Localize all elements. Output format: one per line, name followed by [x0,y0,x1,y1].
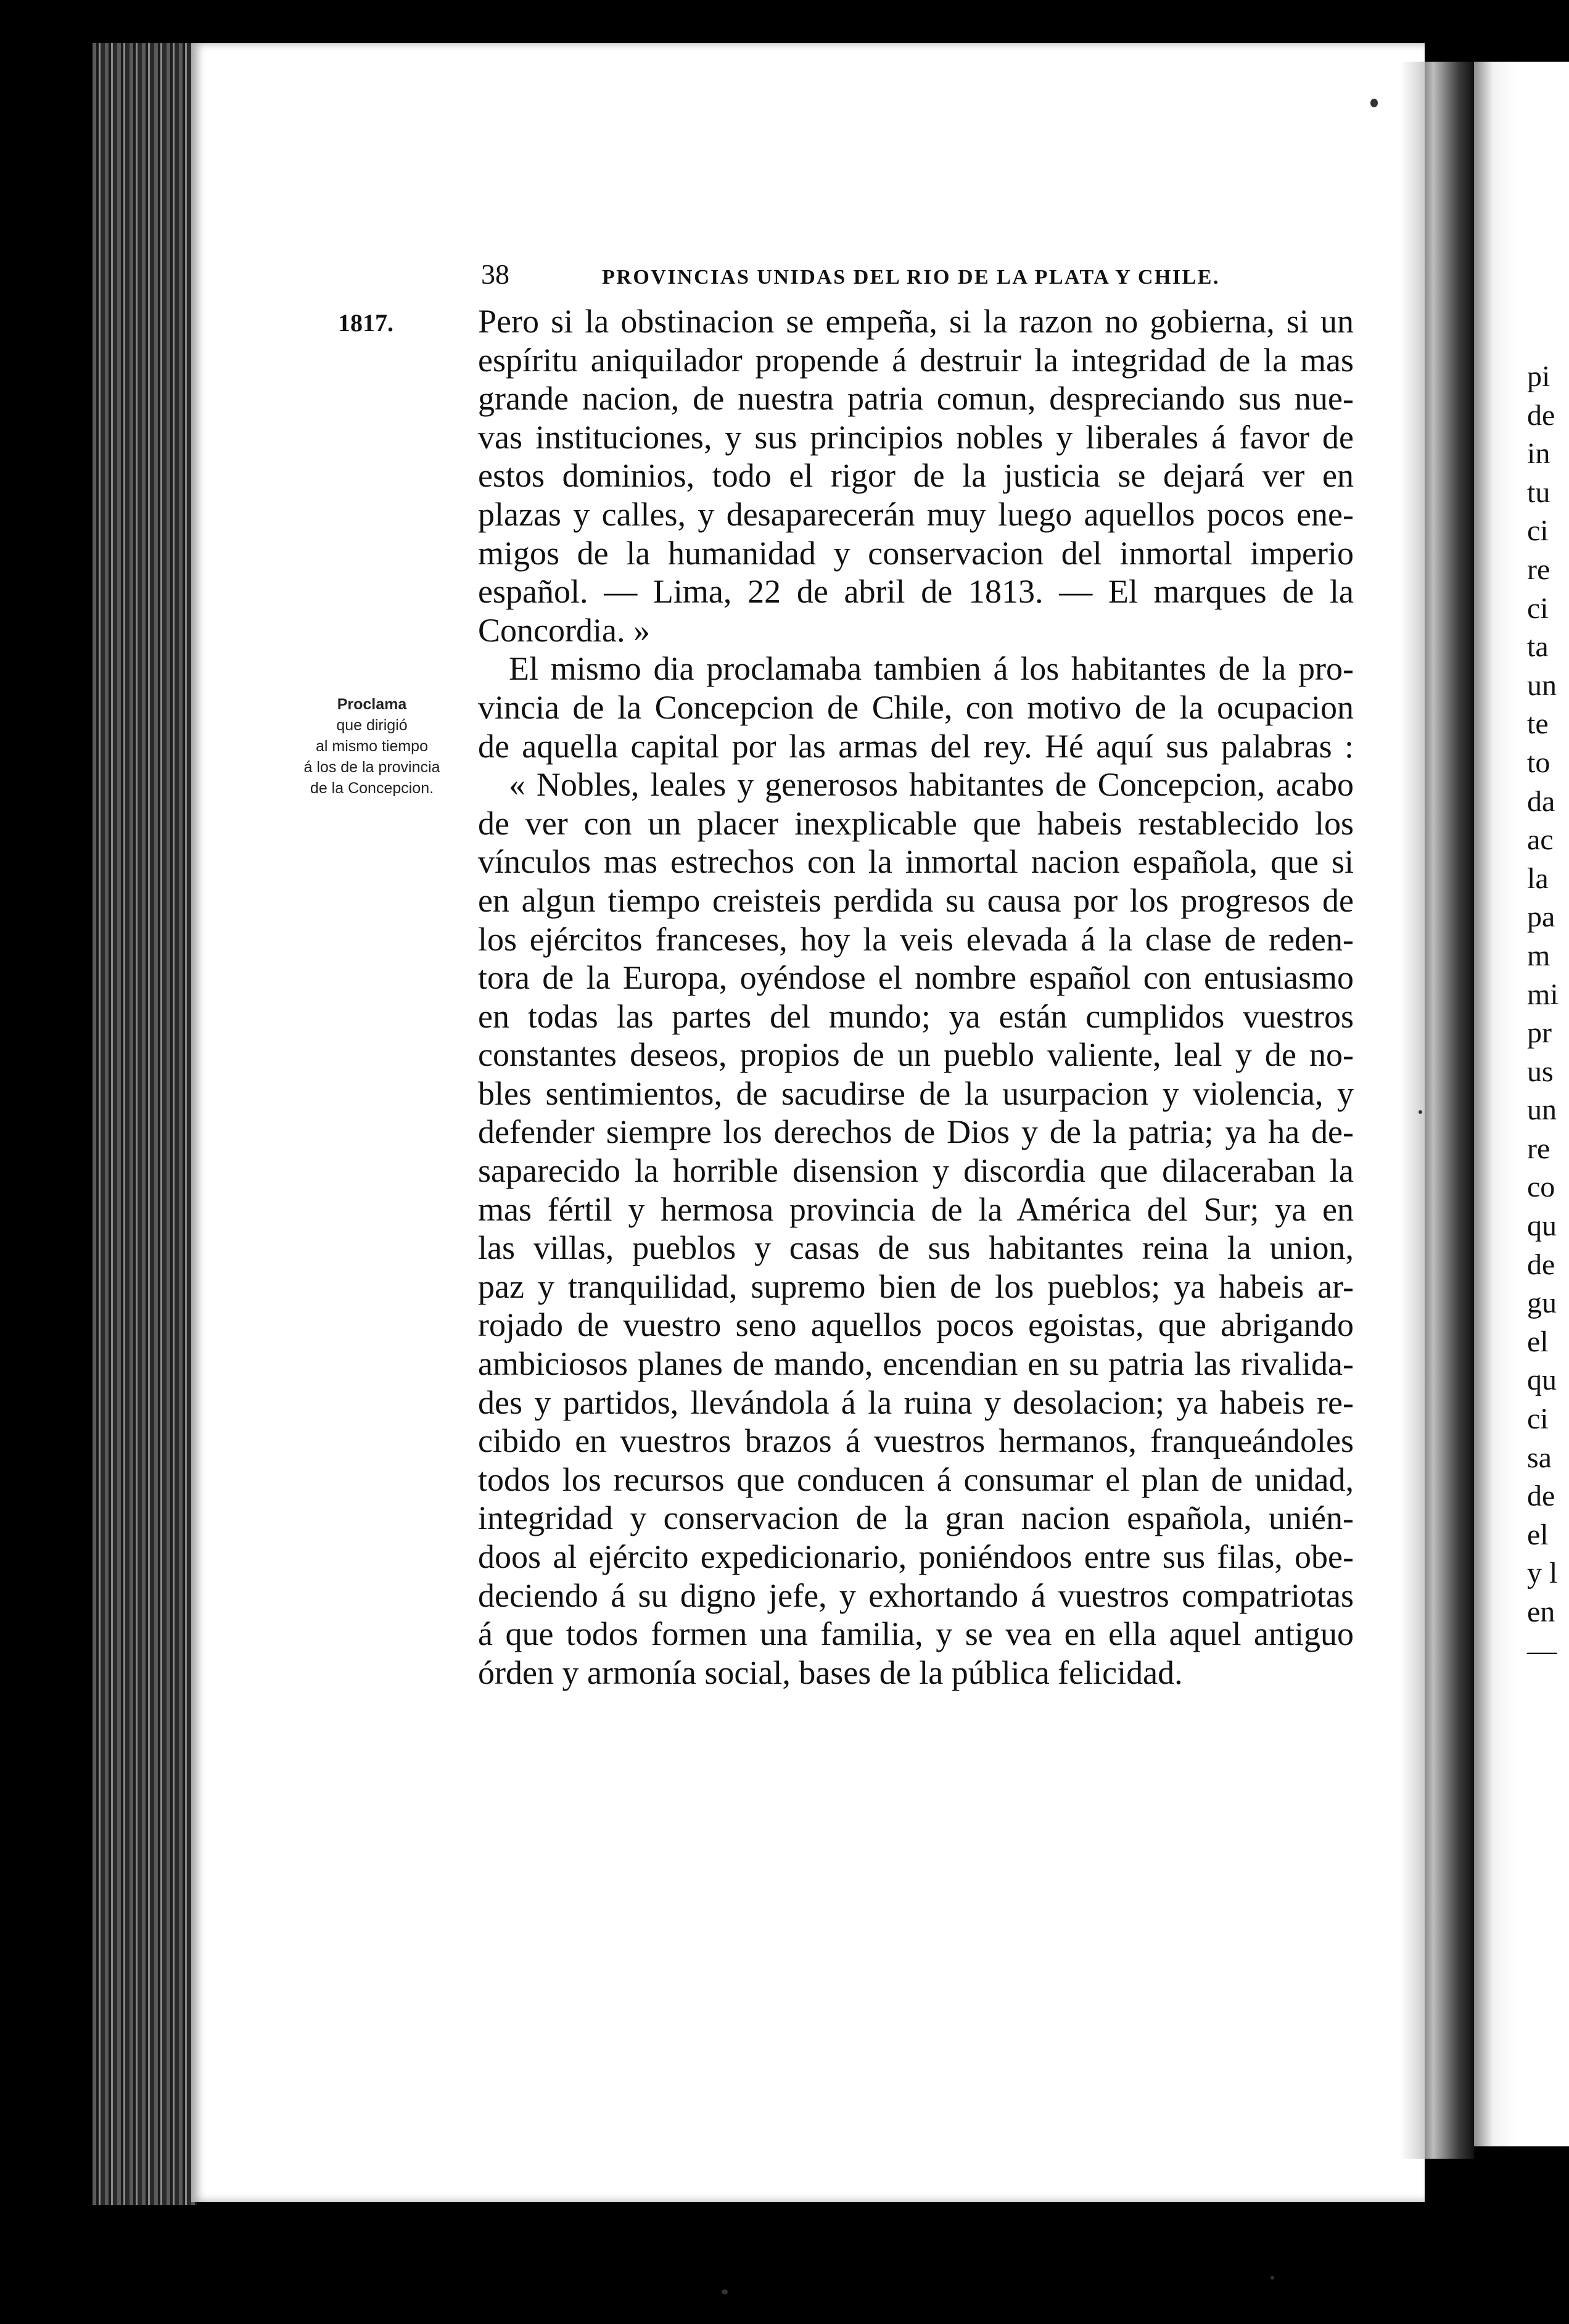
text-line: grande nacion, de nuestra patria comun, despreciando sus nue- [478,380,1354,418]
text-line: mas fértil y hermosa provincia de la América del Sur; ya en [478,1190,1354,1228]
text-line: tora de la Europa, oyéndose el nombre español con entusiasmo [478,959,1354,997]
facing-line: de [1527,1480,1555,1513]
page-number: 38 [481,258,509,290]
text-line: bles sentimientos, de sacudirse de la usurpacion y violencia, y [478,1074,1354,1112]
facing-line: de [1527,1248,1555,1281]
text-line: órden y armonía social, bases de la pública felicidad. [478,1654,1183,1691]
gutter-shadow [1400,62,1474,2159]
text-line: Pero si la obstinacion se empeña, si la razon no gobierna, si un [478,303,1354,340]
facing-line: da [1527,785,1555,818]
marginal-note-line: al mismo tiempo [316,738,428,755]
text-line: paz y tranquilidad, supremo bien de los pueblos; ya habeis ar- [478,1267,1354,1305]
facing-line: ci [1527,514,1549,548]
facing-line: tu [1527,476,1550,509]
facing-line: un [1527,669,1557,702]
facing-line: sa [1527,1441,1552,1474]
facing-line: la [1527,862,1549,895]
marginal-note-line: Proclama [337,696,407,713]
text-line: des y partidos, llevándola á la ruina y desolacion; ya habeis re- [478,1383,1354,1421]
text-line: saparecido la horrible disension y discordia que dilaceraban la [478,1152,1354,1190]
marginal-note-line: á los de la provincia [303,759,440,776]
body-text [478,302,1354,1692]
text-line: vincia de la Concepcion de Chile, con motivo de la ocupacion [478,688,1354,726]
ink-speck [1270,2276,1274,2280]
text-line: Concordia. » [478,611,650,649]
facing-line: pr [1527,1016,1552,1050]
text-line: El mismo dia proclamaba tambien á los habitantes de la pro- [509,650,1354,688]
text-line: en algun tiempo creisteis perdida su causa por los progresos de [478,881,1354,919]
text-line: plazas y calles, y desaparecerán muy luego aquellos pocos ene- [478,495,1354,533]
facing-line: de [1527,398,1555,432]
facing-line: qu [1527,1209,1557,1243]
text-line: « Nobles, leales y generosos habitantes de Concepcion, acabo [509,766,1354,804]
facing-line: to [1527,746,1550,779]
text-line: migos de la humanidad y conservacion del inmortal imperio [478,534,1354,572]
facing-line: gu [1527,1287,1557,1320]
facing-line: m [1527,939,1550,972]
facing-page-text [1527,358,1559,1670]
marginal-note [282,694,461,799]
text-line: español. — Lima, 22 de abril de 1813. — El marques de la [478,573,1354,611]
facing-line: re [1527,553,1550,586]
running-title: PROVINCIAS UNIDAS DEL RIO DE LA PLATA Y CHILE. [602,266,1220,289]
text-line: las villas, pueblos y casas de sus habitantes reina la union, [478,1229,1354,1267]
text-line: todos los recursos que conducen á consumar el plan de unidad, [478,1461,1354,1498]
facing-line: qu [1527,1364,1557,1397]
ink-speck [1419,1110,1422,1114]
text-line: constantes deseos, propios de un pueblo valiente, leal y de no- [478,1036,1354,1074]
facing-line: en [1527,1596,1555,1628]
text-line: los ejércitos franceses, hoy la veis elevada á la clase de reden- [478,920,1354,958]
ink-speck [722,2289,728,2294]
facing-line: re [1527,1132,1550,1165]
text-line: en todas las partes del mundo; ya están cumplidos vuestros [478,997,1354,1035]
facing-line: ci [1527,591,1549,625]
text-line: de aquella capital por las armas del rey. Hé aquí sus palabras : [478,727,1354,765]
facing-line: pi [1527,360,1550,393]
facing-line: ta [1527,630,1549,664]
text-line: á que todos formen una familia, y se vea en ella aquel antiguo [478,1615,1354,1653]
facing-line: un [1527,1094,1557,1127]
facing-line: te [1527,707,1549,741]
book-page-edges [93,43,197,2205]
facing-line: us [1527,1055,1554,1088]
text-line: defender siempre los derechos de Dios y de la patria; ya ha de- [478,1113,1354,1151]
facing-line: in [1527,437,1550,471]
text-line: integridad y conservacion de la gran nacion española, unién- [478,1499,1354,1537]
facing-line: co [1527,1171,1555,1204]
text-line: rojado de vuestro seno aquellos pocos egoistas, que abrigando [478,1306,1354,1344]
marginal-year: 1817. [338,309,393,337]
facing-line: y l [1527,1557,1558,1590]
facing-line: — [1527,1634,1557,1667]
facing-line: pa [1527,900,1555,934]
text-line: deciendo á su digno jefe, y exhortando á vuestros compatriotas [478,1576,1354,1614]
text-line: estos dominios, todo el rigor de la justicia se dejará ver en [478,457,1354,495]
facing-line: ac [1527,823,1554,857]
text-line: espíritu aniquilador propende á destruir la integridad de la mas [478,341,1354,379]
text-line: vínculos mas estrechos con la inmortal nacion española, que si [478,843,1354,881]
text-line: de ver con un placer inexplicable que habeis restablecido los [478,804,1354,842]
marginal-note-line: que dirigió [336,717,408,734]
ink-speck [1370,99,1378,107]
running-head [481,258,1220,290]
text-line: ambiciosos planes de mando, encendian en su patria las rivalida- [478,1345,1354,1383]
marginal-note-line: de la Concepcion. [310,780,434,797]
text-line: vas instituciones, y sus principios nobles y liberales á favor de [478,418,1354,456]
text-line: cibido en vuestros brazos á vuestros hermanos, franqueándoles [478,1422,1354,1460]
facing-line: el [1527,1325,1549,1358]
facing-line: mi [1527,978,1559,1011]
text-line: doos al ejército expedicionario, poniéndoos entre sus filas, obe- [478,1538,1354,1575]
facing-line: el [1527,1518,1549,1551]
facing-line: ci [1527,1403,1549,1436]
